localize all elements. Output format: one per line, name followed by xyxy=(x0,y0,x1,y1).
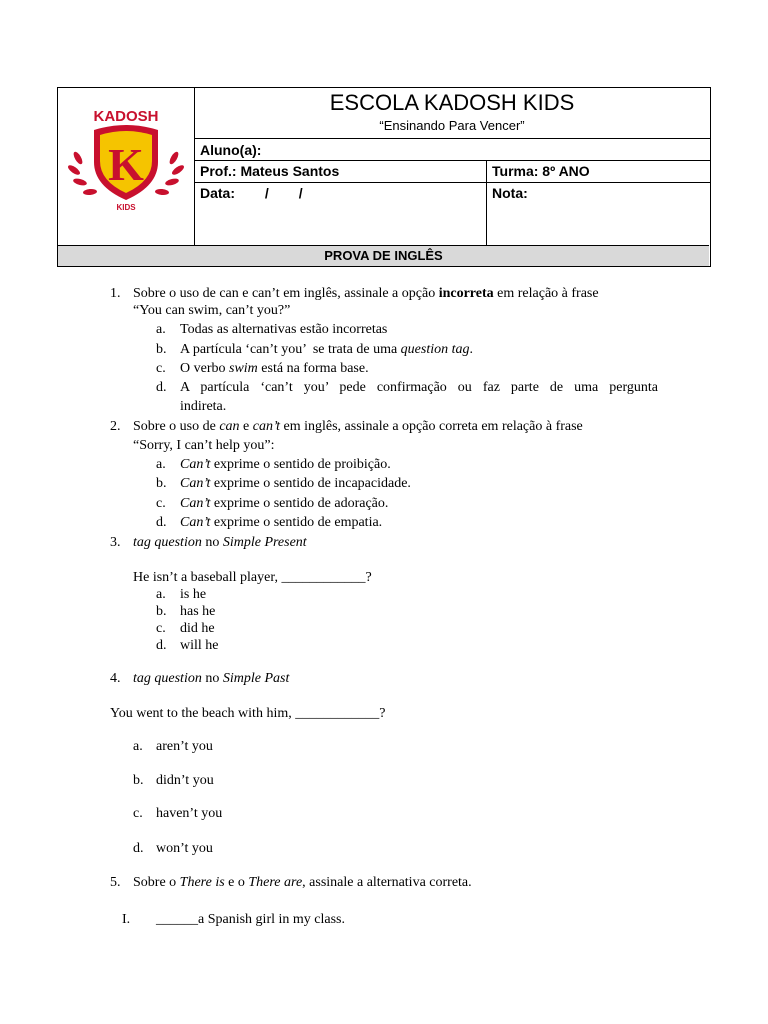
date-separator: / xyxy=(298,185,303,201)
q1-option-d-continued: indireta. xyxy=(180,399,227,414)
q4-option-d[interactable]: won’t you xyxy=(156,841,213,856)
divider xyxy=(194,138,710,139)
q3-option-a[interactable]: is he xyxy=(180,587,207,602)
q2-option-b[interactable]: Can’t exprime o sentido de incapacidade. xyxy=(180,476,411,491)
logo-letter: K xyxy=(108,139,144,190)
divider xyxy=(194,182,710,183)
grade-field[interactable]: Nota: xyxy=(492,185,528,201)
divider xyxy=(194,160,710,161)
question-5-text: Sobre o There is e o There are, assinale a alternativa correta. xyxy=(133,875,472,890)
question-number: 4. xyxy=(110,671,121,686)
option-letter: b. xyxy=(156,604,167,619)
q1-option-a[interactable]: Todas as alternativas estão incorretas xyxy=(180,322,388,337)
date-label: Data: xyxy=(200,185,236,201)
logo-bottom-text: KIDS xyxy=(116,203,136,212)
question-number: 3. xyxy=(110,535,121,550)
question-3-sentence: He isn’t a baseball player, ____________? xyxy=(133,570,372,585)
q1-option-d[interactable]: A partícula ‘can’t you’ pede confirmação ou faz parte de uma pergunta xyxy=(180,380,658,395)
option-letter: b. xyxy=(156,342,167,357)
school-motto: “Ensinando Para Vencer” xyxy=(379,118,525,133)
question-1-sentence: “You can swim, can’t you?” xyxy=(133,303,291,318)
q2-option-d[interactable]: Can’t exprime o sentido de empatia. xyxy=(180,515,383,530)
divider xyxy=(486,160,487,245)
q1-option-b[interactable]: A partícula ‘can’t you’ se trata de uma question tag. xyxy=(180,342,474,357)
q3-option-b[interactable]: has he xyxy=(180,604,216,619)
q4-option-a[interactable]: aren’t you xyxy=(156,739,213,754)
q4-option-c[interactable]: haven’t you xyxy=(156,806,223,821)
date-separator: / xyxy=(264,185,269,201)
date-field[interactable] xyxy=(200,185,303,201)
student-name-field[interactable]: Aluno(a): xyxy=(200,142,262,158)
question-number: 5. xyxy=(110,875,121,890)
q2-option-a[interactable]: Can’t exprime o sentido de proibição. xyxy=(180,457,391,472)
school-name: ESCOLA KADOSH KIDS xyxy=(329,90,575,115)
option-letter: c. xyxy=(156,496,166,511)
question-4-text: tag question no Simple Past xyxy=(133,671,290,686)
teacher-label: Prof.: Mateus Santos xyxy=(200,163,340,179)
q1-option-c[interactable]: O verbo swim está na forma base. xyxy=(180,361,369,376)
q3-option-c[interactable]: did he xyxy=(180,621,215,636)
option-letter: a. xyxy=(156,322,166,337)
option-letter: d. xyxy=(156,638,167,653)
option-letter: b. xyxy=(156,476,167,491)
question-2-sentence: “Sorry, I can’t help you”: xyxy=(133,438,275,453)
option-letter: b. xyxy=(133,773,144,788)
option-letter: a. xyxy=(156,587,166,602)
question-1-text: Sobre o uso de can e can’t em inglês, assinale a opção incorreta em relação à frase xyxy=(133,286,599,301)
q4-option-b[interactable]: didn’t you xyxy=(156,773,214,788)
question-2-text: Sobre o uso de can e can’t em inglês, assinale a opção correta em relação à frase xyxy=(133,419,583,434)
question-4-sentence: You went to the beach with him, ____________? xyxy=(110,706,386,721)
option-letter: d. xyxy=(133,841,144,856)
item-number: I. xyxy=(122,912,131,927)
option-letter: a. xyxy=(156,457,166,472)
exam-title: PROVA DE INGLÊS xyxy=(58,245,709,266)
kadosh-kids-logo xyxy=(64,100,188,212)
option-letter: a. xyxy=(133,739,143,754)
q3-option-d[interactable]: will he xyxy=(180,638,219,653)
option-letter: c. xyxy=(156,361,166,376)
q5-item-1[interactable]: ______a Spanish girl in my class. xyxy=(156,912,345,927)
logo-top-text: KADOSH xyxy=(93,108,159,125)
option-letter: c. xyxy=(133,806,143,821)
question-number: 1. xyxy=(110,286,121,301)
q2-option-c[interactable]: Can’t exprime o sentido de adoração. xyxy=(180,496,389,511)
option-letter: d. xyxy=(156,515,167,530)
option-letter: d. xyxy=(156,380,167,395)
question-3-text: tag question no Simple Present xyxy=(133,535,307,550)
exam-header-table xyxy=(57,87,711,267)
class-label: Turma: 8º ANO xyxy=(492,163,590,179)
question-number: 2. xyxy=(110,419,121,434)
option-letter: c. xyxy=(156,621,166,636)
